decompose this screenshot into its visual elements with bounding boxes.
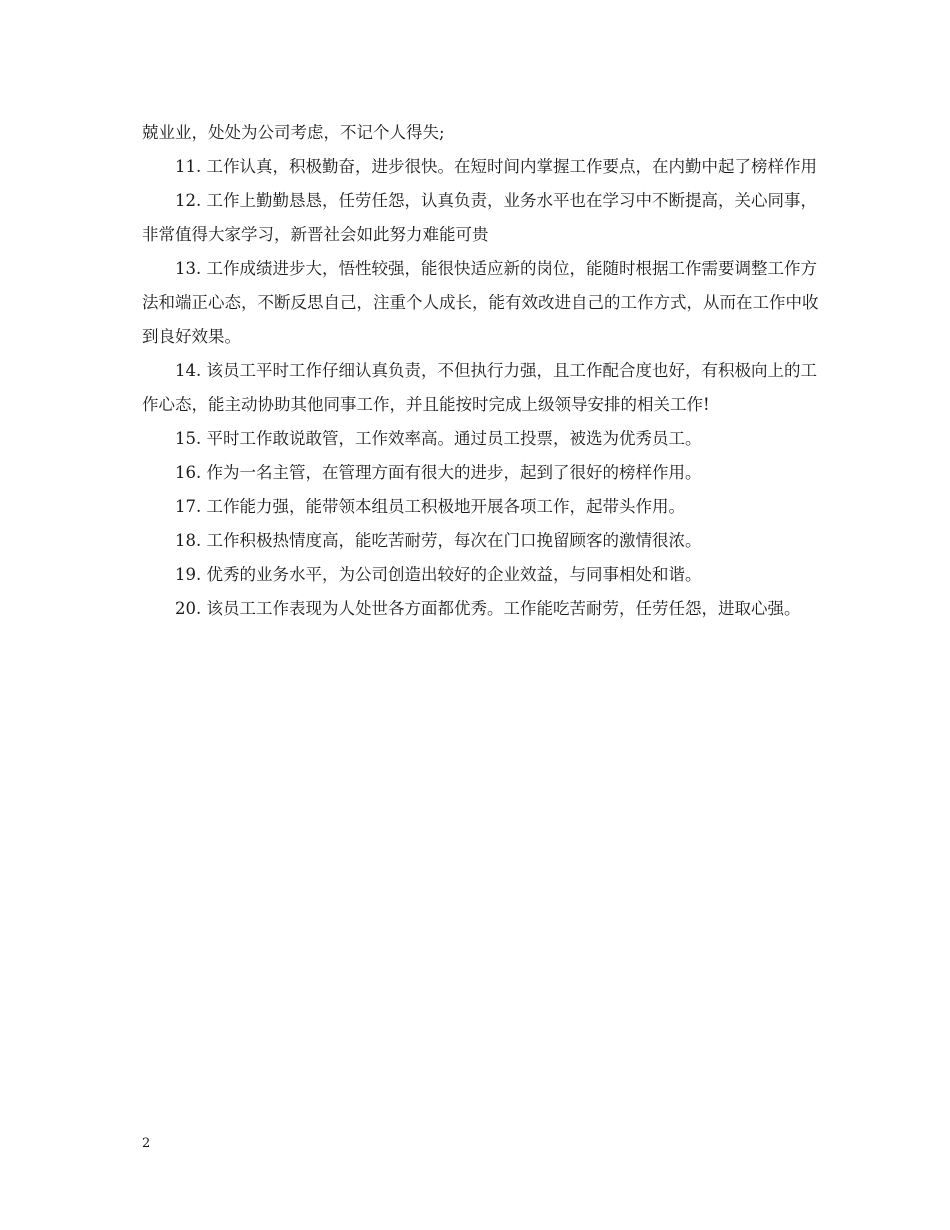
list-item-16: 16. 作为一名主管，在管理方面有很大的进步，起到了很好的榜样作用。 — [175, 463, 702, 482]
list-item-19: 19. 优秀的业务水平，为公司创造出较好的企业效益，与同事相处和谐。 — [175, 565, 702, 584]
list-item-12: 12. 工作上勤勤恳恳，任劳任怨，认真负责，业务水平也在学习中不断提高，关心同事，非常值得大家学习，新晋社会如此努力难能可贵 — [142, 191, 817, 244]
list-item-17: 17. 工作能力强，能带领本组员工积极地开展各项工作，起带头作用。 — [175, 497, 685, 516]
list-item-20: 20. 该员工工作表现为人处世各方面都优秀。工作能吃苦耐劳，任劳任怨，进取心强。 — [175, 599, 801, 618]
page-number: 2 — [142, 1136, 151, 1151]
list-item-13: 13. 工作成绩进步大，悟性较强，能很快适应新的岗位，能随时根据工作需要调整工作方法和端正心态，不断反思自己，注重个人成长，能有效改进自己的工作方式，从而在工作中收到良好效果。 — [142, 259, 819, 346]
list-item-15: 15. 平时工作敢说敢管，工作效率高。通过员工投票，被选为优秀员工。 — [175, 429, 702, 448]
list-item-11: 11. 工作认真，积极勤奋，进步很快。在短时间内掌握工作要点，在内勤中起了榜样作用 — [175, 157, 817, 176]
list-item-18: 18. 工作积极热情度高，能吃苦耐劳，每次在门口挽留顾客的激情很浓。 — [175, 531, 702, 550]
list-item-14: 14. 该员工平时工作仔细认真负责，不但执行力强，且工作配合度也好，有积极向上的工作心态，能主动协助其他同事工作，并且能按时完成上级领导安排的相关工作! — [142, 361, 817, 414]
continuation-paragraph: 兢业业，处处为公司考虑，不记个人得失; — [142, 123, 445, 142]
document-body — [142, 116, 822, 626]
